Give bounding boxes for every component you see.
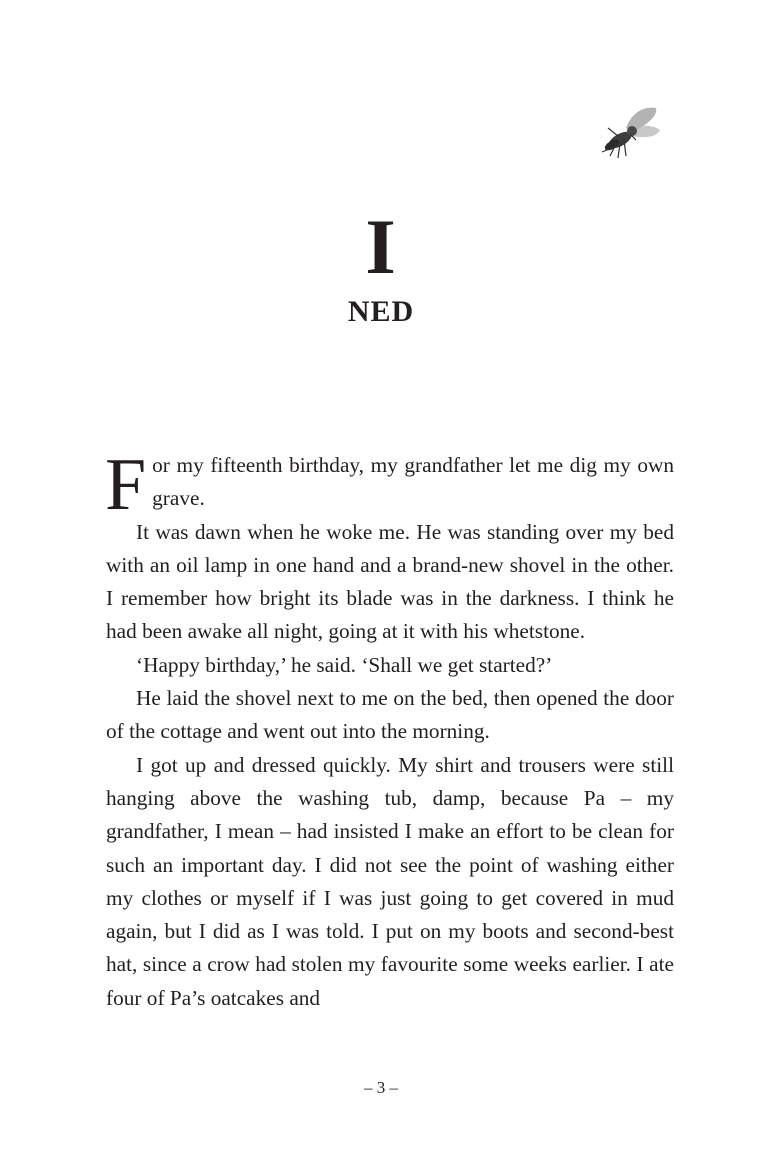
paragraph: I got up and dressed quickly. My shirt and trousers were still hanging above the washing tub, damp, because Pa – my grandfather, I mean – had insisted I make an effort to be clean for such an important day. I did not see the point of washing either my clothes or myself if I was just going to get covered in mud again, but I did as I was told. I put on my boots and second-best hat, since a crow had stolen my favourite some weeks earlier. I ate four of Pa’s oatcakes and — [106, 752, 674, 1010]
paragraph: It was dawn when he woke me. He was standing over my bed with an oil lamp in one hand and a brand-new shovel in the other. I remember how bright its blade was in the darkness. I think he had been awake all night, going at it with his whetstone. — [106, 519, 674, 644]
chapter-number: I — [365, 203, 397, 290]
chapter-body — [105, 444, 674, 1015]
paragraph — [105, 444, 674, 526]
paragraph-text: or my fifteenth birthday, my grandfather let me dig my own grave. — [152, 453, 674, 511]
drop-cap: F — [105, 444, 147, 526]
chapter-title: NED — [347, 295, 415, 328]
paragraph: He laid the shovel next to me on the bed, then opened the door of the cottage and went out into the morning. — [106, 686, 674, 744]
paragraph: ‘Happy birthday,’ he said. ‘Shall we get started?’ — [136, 652, 553, 677]
page-number: – 3 – — [364, 1078, 398, 1097]
fly-icon — [596, 100, 664, 164]
